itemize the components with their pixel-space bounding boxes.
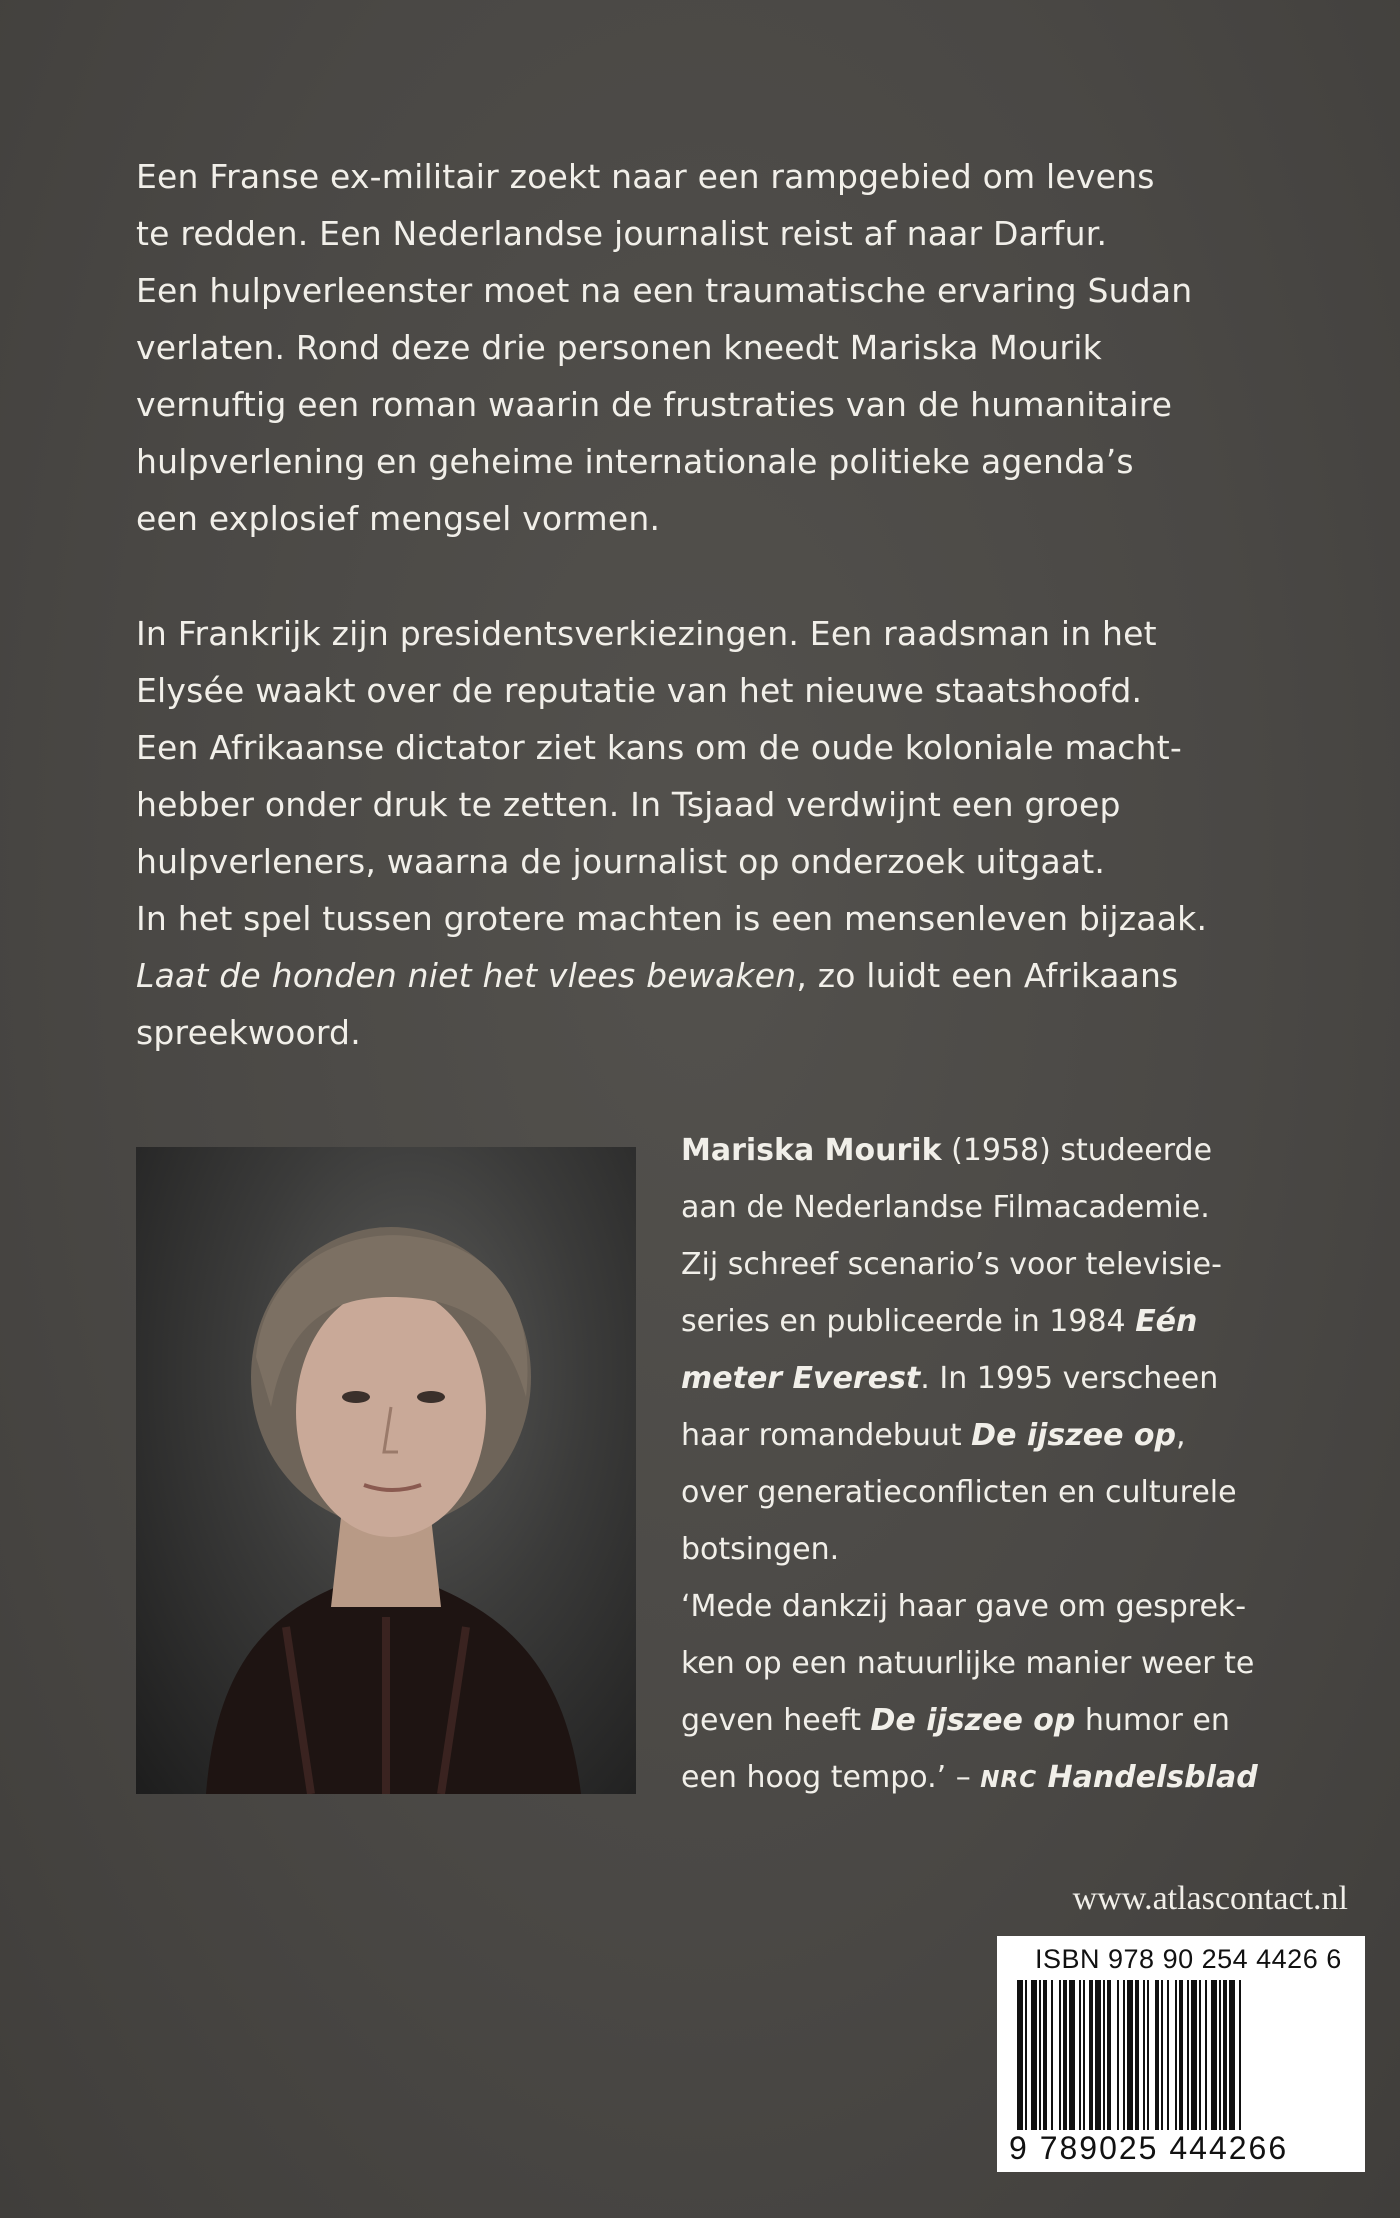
blurb-line: Een Afrikaanse dictator ziet kans om de oude koloniale macht- [136,728,1182,767]
bio-line [681,1407,1321,1464]
bio-text: haar romandebuut [681,1418,972,1453]
barcode-bar [1069,1980,1075,2130]
bio-text: , [1175,1418,1186,1453]
book-title: De ijszee op [971,1418,1176,1453]
quote-line [681,1692,1321,1749]
barcode-bar [1089,1980,1093,2130]
barcode-bar [1223,1980,1227,2130]
barcode-bar [1123,1980,1125,2130]
barcode-bar [1095,1980,1101,2130]
quote-text: een hoog tempo.’ – [681,1760,981,1795]
book-title: Eén [1135,1304,1198,1339]
quote-line [681,1749,1321,1809]
blurb-line: hulpverleners, waarna de journalist op onderzoek uitgaat. [136,842,1106,881]
book-title: De ijszee op [870,1703,1076,1738]
quote-text: geven heeft [681,1703,871,1738]
barcode-bar [1025,1980,1027,2130]
blurb-line: spreekwoord. [136,1013,361,1052]
barcode-bars [1011,1980,1351,2130]
barcode-bar [1043,1980,1047,2130]
proverb-title: Laat de honden niet het vlees bewaken [136,956,797,995]
book-title: meter Everest [681,1361,921,1396]
bio-line [681,1350,1321,1407]
barcode-bar [1205,1980,1207,2130]
blurb-line: Een hulpverleenster moet na een traumatische ervaring Sudan [136,271,1193,310]
barcode-bar [1187,1980,1189,2130]
blurb-line [136,947,1286,1004]
blurb-line: vernuftig een roman waarin de frustraties van de humanitaire [136,385,1173,424]
barcode-bar [1031,1980,1037,2130]
author-bio [681,1122,1321,1809]
barcode-bar [1199,1980,1201,2130]
barcode-bar [1079,1980,1081,2130]
bio-line: aan de Nederlandse Filmacademie. [681,1190,1210,1225]
blurb-line: een explosief mengsel vormen. [136,499,661,538]
bio-line [681,1122,1321,1179]
isbn-label: ISBN 978 90 254 4426 6 [1035,1944,1342,1974]
barcode-bar [1143,1980,1145,2130]
bio-text: series en publiceerde in 1984 [681,1304,1136,1339]
blurb-line: Elysée waakt over de reputatie van het nieuwe staatshoofd. [136,671,1143,710]
blurb-line: In Frankrijk zijn presidentsverkiezingen. Een raadsman in het [136,614,1157,653]
barcode-bar [1051,1980,1053,2130]
bio-line [681,1293,1321,1350]
barcode-bar [1059,1980,1061,2130]
barcode-bar [1107,1980,1111,2130]
bio-line: botsingen. [681,1532,840,1567]
blurb-paragraph-2 [136,605,1286,1061]
author-name: Mariska Mourik [681,1133,942,1168]
barcode-bar [1147,1980,1149,2130]
isbn-barcode [997,1936,1365,2172]
barcode-bar [1219,1980,1221,2130]
blurb-line: hulpverlening en geheime internationale politieke agenda’s [136,442,1134,481]
barcode-bar [1155,1980,1159,2130]
author-portrait-illustration [136,1147,636,1794]
blurb-paragraph-1 [136,148,1286,547]
barcode-bar [1229,1980,1235,2130]
barcode-bar [1179,1980,1183,2130]
barcode-bar [1135,1980,1139,2130]
quote-line: ‘Mede dankzij haar gave om gesprek- [681,1589,1247,1624]
barcode-bar [1175,1980,1177,2130]
barcode-bar [1103,1980,1105,2130]
barcode-bar [1161,1980,1163,2130]
blurb-line: hebber onder druk te zetten. In Tsjaad verdwijnt een groep [136,785,1121,824]
barcode-bar [1167,1980,1169,2130]
blurb-line: verlaten. Rond deze drie personen kneedt Mariska Mourik [136,328,1102,367]
quote-line: ken op een natuurlijke manier weer te [681,1646,1255,1681]
quote-source: Handelsblad [1037,1760,1258,1795]
quote-source-abbrev: NRC [980,1767,1038,1793]
barcode-bar [1083,1980,1085,2130]
bio-text: . In 1995 verscheen [920,1361,1219,1396]
barcode-bar [1211,1980,1217,2130]
barcode-bar [1039,1980,1041,2130]
barcode-bar [1117,1980,1119,2130]
barcode-bar [1127,1980,1133,2130]
bio-line: over generatieconflicten en culturele [681,1475,1237,1510]
blurb-line: In het spel tussen grotere machten is een mensenleven bijzaak. [136,899,1208,938]
barcode-bar [1063,1980,1067,2130]
bio-line: Zij schreef scenario’s voor televisie- [681,1247,1222,1282]
barcode-bar [1239,1980,1241,2130]
publisher-website[interactable]: www.atlascontact.nl [1072,1880,1348,1917]
author-photo [136,1147,636,1794]
blurb-line: Een Franse ex-militair zoekt naar een rampgebied om levens [136,157,1155,196]
barcode-bar [1017,1980,1023,2130]
quote-text: humor en [1075,1703,1230,1738]
barcode-bar [1191,1980,1197,2130]
proverb-rest: , zo luidt een Afrikaans [796,956,1179,995]
bio-text: (1958) studeerde [941,1133,1213,1168]
blurb-line: te redden. Een Nederlandse journalist reist af naar Darfur. [136,214,1108,253]
isbn-digits: 9 789025 444266 [1009,2130,1289,2166]
